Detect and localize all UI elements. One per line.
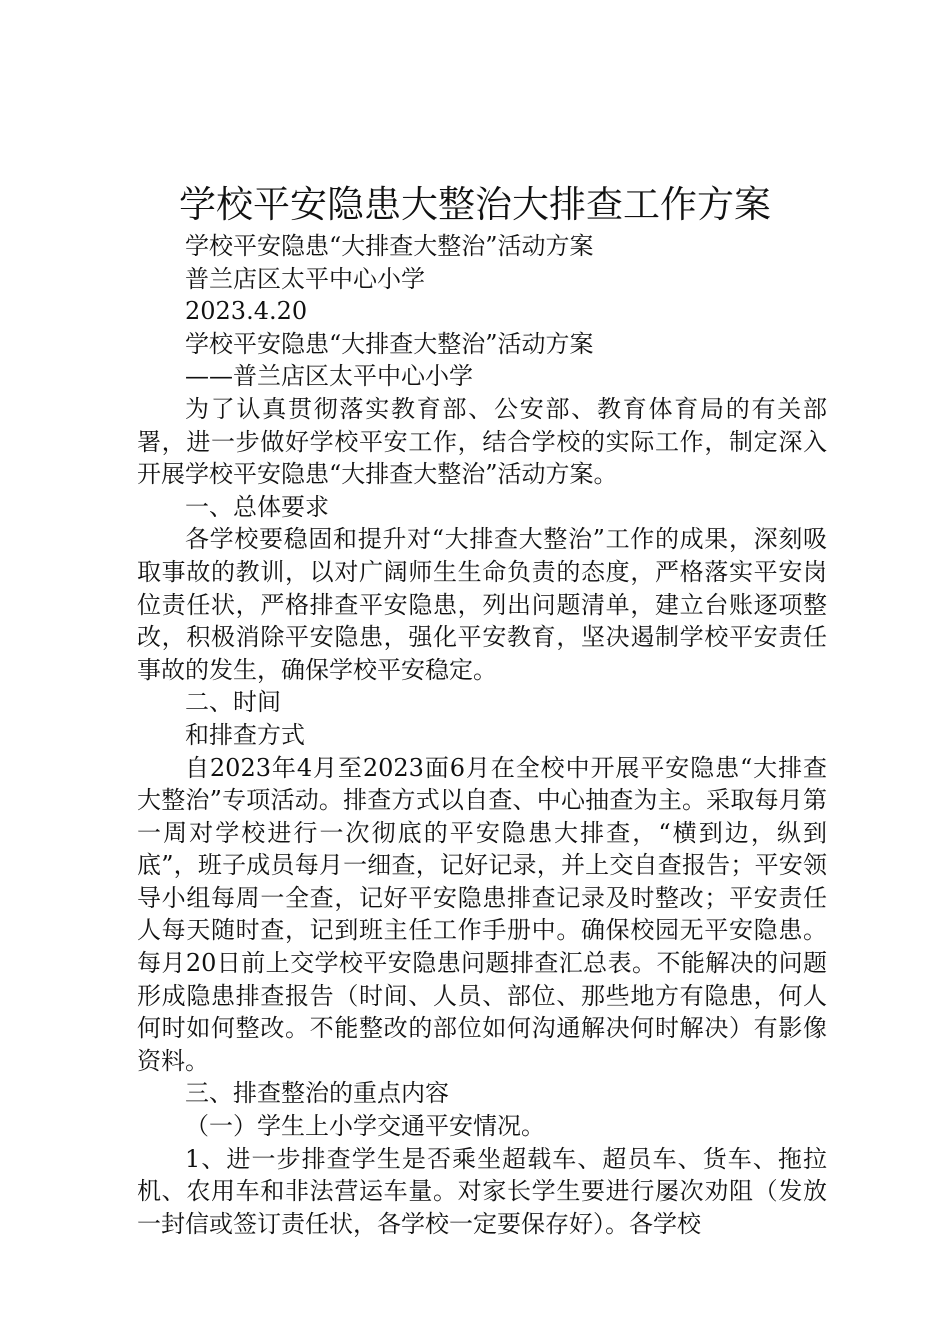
section-heading-2-cont: 和排查方式	[185, 720, 305, 749]
document-body	[137, 230, 827, 1240]
section-heading-3: 三、排查整治的重点内容	[185, 1079, 449, 1108]
item-1-paragraph: 1、进一步排查学生是否乘坐超载车、超员车、货车、拖拉机、农用车和非法营运车量。对家长学生要进行屡次劝阻（发放一封信或签订责任状，各学校一定要保存好）。各学校	[137, 1144, 827, 1238]
intro-paragraph: 为了认真贯彻落实教育部、公安部、教育体育局的有关部署，进一步做好学校平安工作，结合学校的实际工作，制定深入开展学校平安隐患“大排查大整治”活动方案。	[137, 394, 827, 489]
section-heading-1: 一、总体要求	[185, 492, 329, 521]
schedule-paragraph: 自2023年4月至2023面6月在全校中开展平安隐患“大排查大整治”专项活动。排查方式以自查、中心抽查为主。采取每月第一周对学校进行一次彻底的平安隐患大排查，“横到边，纵到底”，班子成员每月一细查，记好记录，并上交自查报告；平安领导小组每周一全查，记好平安隐患排查记录及时整改；平安责任人每天随时查，记到班主任工作手册中。确保校园无平安隐患。每月20日前上交学校平安隐患问题排查汇总表。不能解决的问题形成隐患排查报告（时间、人员、部位、那些地方有隐患，何人何时如何整改。不能整改的部位如何沟通解决何时解决）有影像资料。	[137, 753, 827, 1075]
section-heading-plan: 学校平安隐患“大排查大整治”活动方案	[185, 329, 594, 358]
section-heading-2: 二、时间	[185, 688, 281, 717]
subsection-heading-1: （一）学生上小学交通平安情况。	[185, 1112, 545, 1141]
general-requirements-paragraph: 各学校要稳固和提升对“大排查大整治”工作的成果，深刻吸取事故的教训，以对广阔师生生命负责的态度，严格落实平安岗位责任状，严格排查平安隐患，列出问题清单，建立台账逐项整改，积极消除平安隐患，强化平安教育，坚决遏制学校平安责任事故的发生，确保学校平安稳定。	[137, 525, 827, 684]
school-byline: ——普兰店区太平中心小学	[185, 362, 473, 391]
document-title: 学校平安隐患大整治大排查工作方案	[179, 183, 771, 226]
school-name: 普兰店区太平中心小学	[185, 264, 425, 293]
document-date: 2023.4.20	[185, 297, 308, 326]
subtitle-activity-plan: 学校平安隐患“大排查大整治”活动方案	[185, 232, 594, 260]
